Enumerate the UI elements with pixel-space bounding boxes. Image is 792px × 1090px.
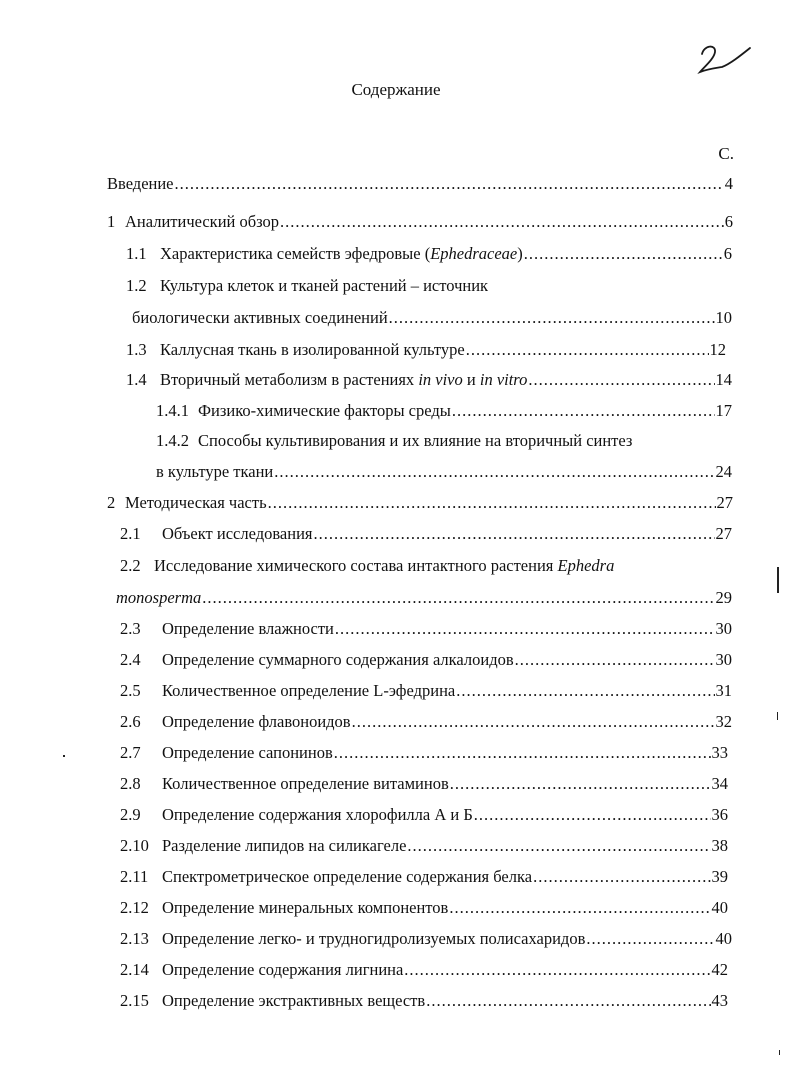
toc-entry: 2.4 Определение суммарного содержания алкалоидов ..... 30 xyxy=(120,649,732,671)
toc-entry: 2.6 Определение флавоноидов ..... 32 xyxy=(120,711,732,733)
toc-entry: биологически активных соединений ..... 10 xyxy=(132,307,732,329)
handwritten-page-number xyxy=(696,42,752,78)
scan-speck xyxy=(777,712,778,720)
toc-entry: 2.8 Количественное определение витаминов ..... 34 xyxy=(120,773,728,795)
scan-speck xyxy=(777,567,779,593)
toc-entry: 1.2 Культура клеток и тканей растений – источник xyxy=(126,276,489,295)
toc-entry: 1.1 Характеристика семейств эфедровые (Ephedraceae) ..... 6 xyxy=(126,243,732,265)
toc-entry: 2.15 Определение экстрактивных веществ ..... 43 xyxy=(120,990,728,1012)
toc-entry: 1.4.2 Способы культивирования и их влияние на вторичный синтез xyxy=(156,431,633,450)
toc-entry: 1.4.1 Физико-химические факторы среды ..... 17 xyxy=(156,400,732,422)
scan-speck xyxy=(63,755,65,757)
page-column-label: С. xyxy=(718,144,734,163)
toc-entry: 2 Методическая часть ..... 27 xyxy=(107,492,733,514)
toc-entry: в культуре ткани ..... 24 xyxy=(156,461,732,483)
toc-entry: 2.12 Определение минеральных компонентов ..... 40 xyxy=(120,897,728,919)
page-title: Содержание xyxy=(351,80,441,99)
toc-entry: 1 Аналитический обзор ..... 6 xyxy=(107,211,733,233)
scan-speck xyxy=(779,1050,780,1055)
toc-entry: Введение ..... 4 xyxy=(107,173,733,195)
toc-entry: 2.13 Определение легко- и трудногидролизуемых полисахаридов ..... 40 xyxy=(120,928,732,950)
toc-entry: 2.14 Определение содержания лигнина ..... 42 xyxy=(120,959,728,981)
toc-entry: 2.11 Спектрометрическое определение содержания белка ..... 39 xyxy=(120,866,728,888)
toc-entry: 2.5 Количественное определение L-эфедрина ..... 31 xyxy=(120,680,732,702)
toc-entry: 2.1 Объект исследования ..... 27 xyxy=(120,523,732,545)
toc-entry: 2.3 Определение влажности ..... 30 xyxy=(120,618,732,640)
toc-entry: 2.2 Исследование химического состава интактного растения Ephedra xyxy=(120,556,615,575)
toc-entry: 2.7 Определение сапонинов ..... 33 xyxy=(120,742,728,764)
toc-entry: 1.4 Вторичный метаболизм в растениях in vivo и in vitro ..... 14 xyxy=(126,369,732,391)
toc-entry: monosperma ..... 29 xyxy=(116,587,732,609)
toc-entry: 2.9 Определение содержания хлорофилла А и Б ..... 36 xyxy=(120,804,728,826)
toc-entry: 1.3 Каллусная ткань в изолированной культуре ..... 12 xyxy=(126,339,726,361)
toc-entry: 2.10 Разделение липидов на силикагеле ..... 38 xyxy=(120,835,728,857)
